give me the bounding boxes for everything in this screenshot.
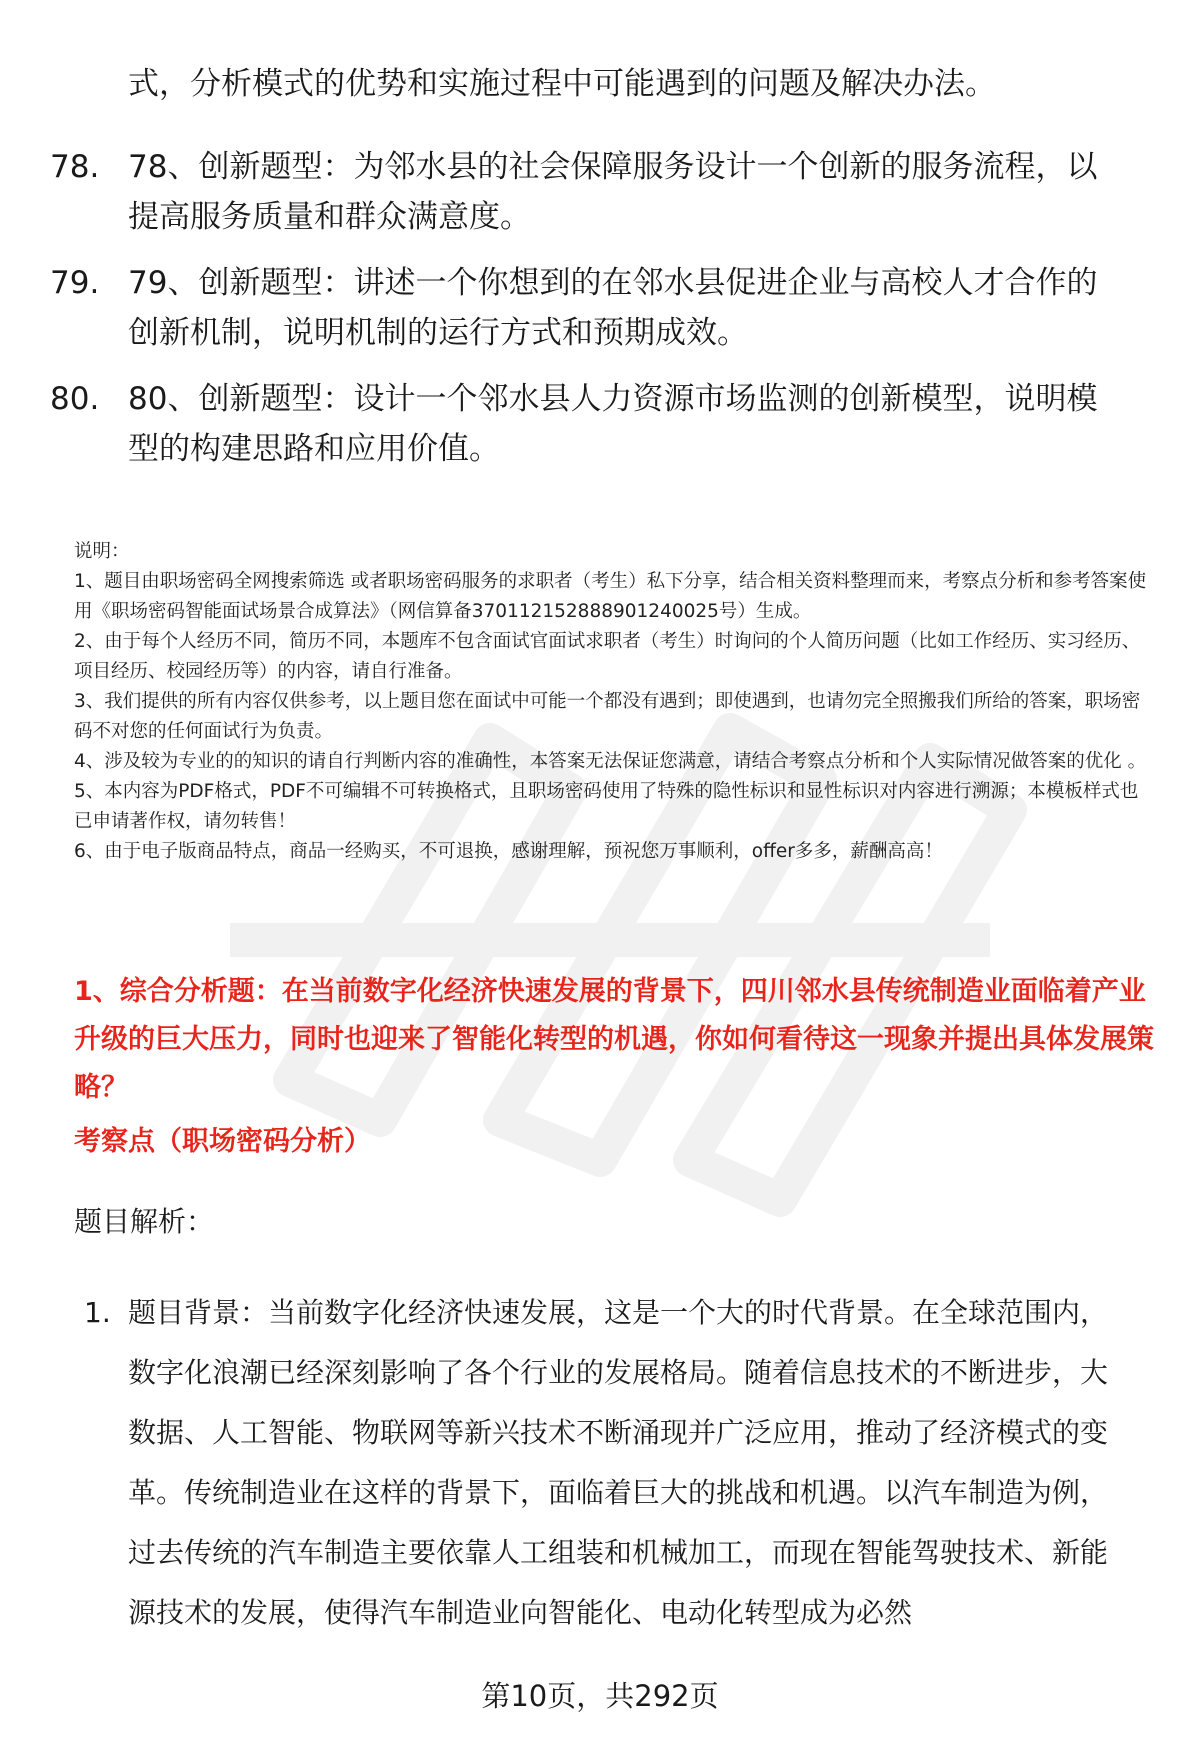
list-item bbox=[50, 258, 1128, 358]
question-title: 1、综合分析题：在当前数字化经济快速发展的背景下，四川邻水县传统制造业面临着产业升级的巨大压力，同时也迎来了智能化转型的机遇，你如何看待这一现象并提出具体发展策略？ bbox=[74, 976, 1154, 1103]
note-item: 6、由于电子版商品特点，商品一经购买，不可退换，感谢理解，预祝您万事顺利，offer多多，薪酬高高！ bbox=[74, 841, 943, 862]
note-item: 1、题目由职场密码全网搜索筛选 或者职场密码服务的求职者（考生）私下分享，结合相关资料整理而来，考察点分析和参考答案使用《职场密码智能面试场景合成算法》（网信算备370112152888901240025号）生成。 bbox=[74, 571, 1147, 622]
analysis-label: 题目解析： bbox=[74, 1205, 215, 1238]
question-text: 78、创新题型：为邻水县的社会保障服务设计一个创新的服务流程，以提高服务质量和群众满意度。 bbox=[128, 149, 1098, 235]
list-number: 80. bbox=[50, 381, 100, 417]
list-number: 78. bbox=[50, 149, 100, 185]
list-item bbox=[84, 1283, 1128, 1643]
question-text: 80、创新题型：设计一个邻水县人力资源市场监测的创新模型，说明模型的构建思路和应用价值。 bbox=[128, 381, 1098, 467]
note-item: 2、由于每个人经历不同，简历不同，本题库不包含面试官面试求职者（考生）时询问的个人简历问题（比如工作经历、实习经历、项目经历、校园经历等）的内容，请自行准备。 bbox=[74, 631, 1141, 682]
question-text: 79、创新题型：讲述一个你想到的在邻水县促进企业与高校人才合作的创新机制，说明机制的运行方式和预期成效。 bbox=[128, 265, 1098, 351]
question-list bbox=[50, 142, 1150, 490]
analysis-text: 题目背景：当前数字化经济快速发展，这是一个大的时代背景。在全球范围内，数字化浪潮已经深刻影响了各个行业的发展格局。随着信息技术的不断进步，大数据、人工智能、物联网等新兴技术不断涌现并广泛应用，推动了经济模式的变革。传统制造业在这样的背景下，面临着巨大的挑战和机遇。以汽车制造为例，过去传统的汽车制造主要依靠人工组装和机械加工，而现在智能驾驶技术、新能源技术的发展，使得汽车制造业向智能化、电动化转型成为必然 bbox=[128, 1296, 1109, 1629]
list-item bbox=[50, 142, 1128, 242]
analysis-list bbox=[84, 1283, 1144, 1643]
continuation-text: 式，分析模式的优势和实施过程中可能遇到的问题及解决办法。 bbox=[128, 66, 996, 102]
note-item: 3、我们提供的所有内容仅供参考，以上题目您在面试中可能一个都没有遇到；即使遇到，也请勿完全照搬我们所给的答案，职场密码不对您的任何面试行为负责。 bbox=[74, 691, 1141, 742]
notes-section bbox=[74, 537, 1154, 867]
page-footer: 第10页，共292页 bbox=[481, 1679, 719, 1713]
list-item bbox=[50, 374, 1128, 474]
note-item: 4、涉及较为专业的的知识的请自行判断内容的准确性，本答案无法保证您满意，请结合考察点分析和个人实际情况做答案的优化 。 bbox=[74, 751, 1147, 772]
list-number: 79. bbox=[50, 265, 100, 301]
list-number: 1. bbox=[84, 1296, 111, 1329]
notes-title: 说明： bbox=[74, 541, 130, 562]
section-title: 考察点（职场密码分析） bbox=[74, 1126, 371, 1157]
note-item: 5、本内容为PDF格式，PDF不可编辑不可转换格式，且职场密码使用了特殊的隐性标识和显性标识对内容进行溯源；本模板样式也已申请著作权，请勿转售！ bbox=[74, 781, 1139, 832]
